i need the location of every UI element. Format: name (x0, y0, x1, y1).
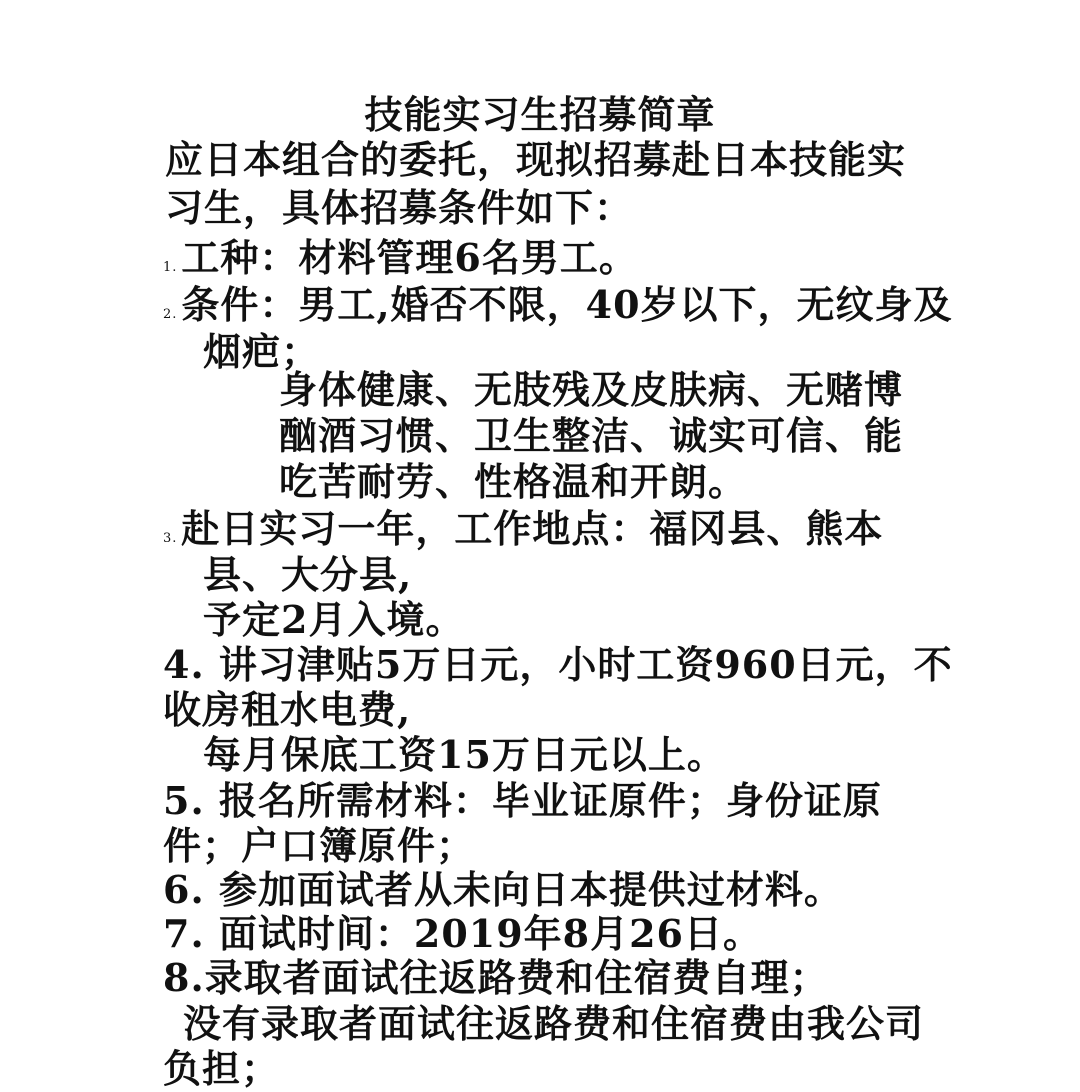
item-text: 工种：材料管理6名男工。 (181, 235, 638, 280)
list-item-8: 8.录取者面试往返路费和住宿费自理； (163, 955, 829, 1000)
list-item-3-line-3: 予定2月入境。 (203, 597, 465, 642)
list-item-5-line-2: 件；户口簿原件； (163, 823, 476, 868)
list-item-2-line-4: 酗酒习惯、卫生整洁、诚实可信、能 (279, 413, 904, 458)
item-text: 赴日实习一年，工作地点：福冈县、熊本 (181, 506, 884, 551)
page-title: 技能实习生招募简章 (364, 92, 716, 137)
list-item-2-line-2: 烟疤； (203, 329, 321, 374)
list-item-8-line-2: 没有录取者面试往返路费和住宿费由我公司 (183, 1001, 925, 1046)
list-item-2-line-3: 身体健康、无肢残及皮肤病、无赌博 (279, 367, 904, 412)
list-item-4-line-2: 收房租水电费, (163, 687, 412, 732)
list-item-3-line-2: 县、大分县, (203, 552, 413, 597)
item-number: 3. (163, 531, 178, 546)
list-item-6: 6. 参加面试者从未向日本提供过材料。 (163, 867, 843, 912)
intro-line-1: 应日本组合的委托，现拟招募赴日本技能实 (165, 137, 907, 182)
list-item-4: 4. 讲习津贴5万日元，小时工资960日元，不 (163, 642, 953, 687)
item-number: 1. (163, 260, 178, 275)
item-text: 条件：男工,婚否不限，40岁以下，无纹身及 (181, 282, 953, 327)
item-number: 2. (163, 307, 178, 322)
list-item-8-line-3: 负担； (163, 1046, 281, 1091)
list-item-2-line-5: 吃苦耐劳、性格温和开朗。 (279, 459, 748, 504)
list-item-4-line-3: 每月保底工资15万日元以上。 (203, 732, 726, 777)
list-item-7: 7. 面试时间：2019年8月26日。 (163, 911, 762, 956)
list-item-5: 5. 报名所需材料：毕业证原件；身份证原 (163, 778, 882, 823)
intro-line-2: 习生，具体招募条件如下： (165, 185, 634, 230)
